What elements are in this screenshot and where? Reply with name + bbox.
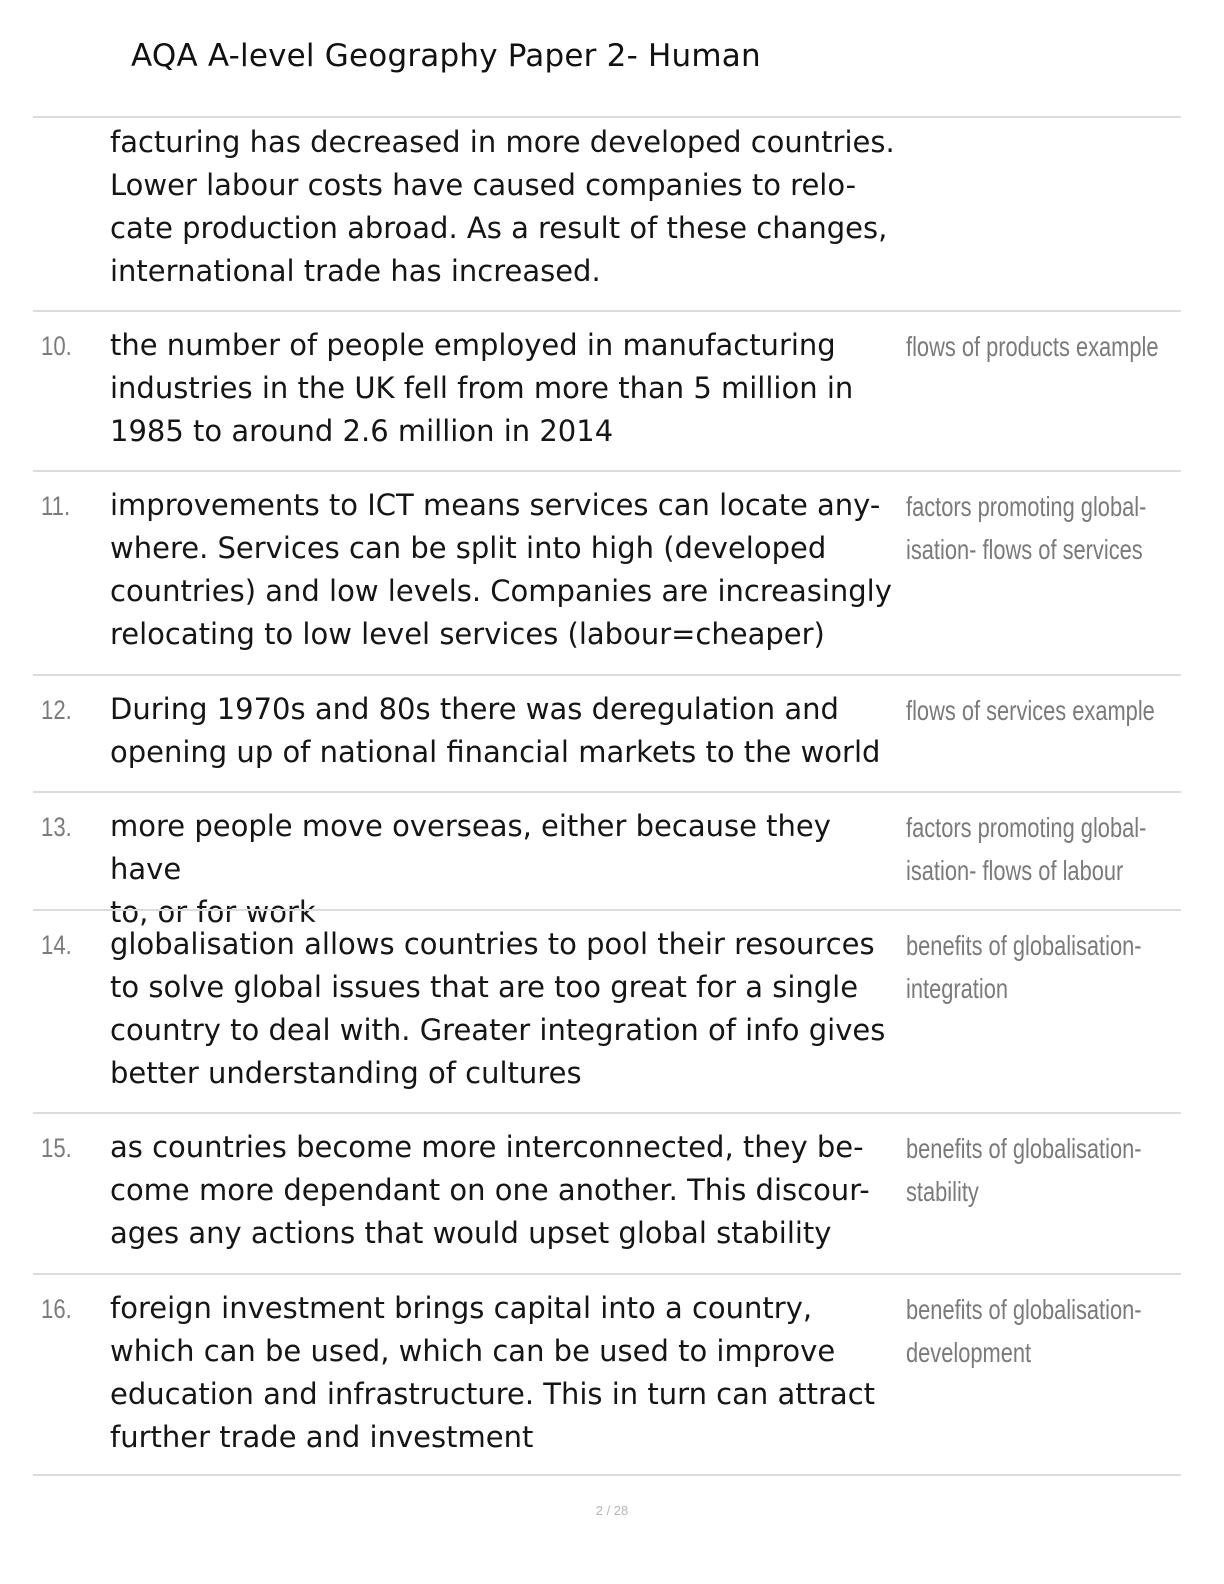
table-row [33, 470, 1181, 674]
table-row [33, 791, 1181, 929]
row-number: 12. [41, 695, 72, 725]
row-definition: improvements to ICT means services can locate any- where. Services can be split into high (developed countries) and low levels. Companies are increasingly relocating to low level services (labour=cheaper) [110, 488, 892, 651]
row-term: benefits of globalisation- development [906, 1294, 1142, 1368]
table-row [33, 909, 1181, 1112]
row-definition: more people move overseas, either because they have to, or for work [110, 809, 831, 929]
row-number: 13. [41, 812, 72, 842]
row-number: 10. [41, 331, 72, 361]
row-term: factors promoting global- isation- flows of services [906, 491, 1147, 565]
row-term: factors promoting global- isation- flows of labour [906, 812, 1147, 886]
document-title: AQA A-level Geography Paper 2- Human [131, 38, 761, 74]
row-definition: facturing has decreased in more developed countries. Lower labour costs have caused companies to relo- cate production abroad. As a result of these changes, international trade has increased. [110, 125, 895, 288]
row-number: 11. [41, 491, 71, 521]
row-definition: globalisation allows countries to pool their resources to solve global issues that are too great for a single country to deal with. Greater integration of info gives better understanding of cultures [110, 927, 886, 1090]
row-term: flows of services example [906, 695, 1155, 726]
row-definition: as countries become more interconnected, they be- come more dependant on one another. This discour- ages any actions that would upset global stability [110, 1130, 870, 1250]
table-row [33, 116, 1181, 310]
row-number: 16. [41, 1294, 72, 1324]
table-row [33, 1273, 1181, 1474]
table-row [33, 310, 1181, 470]
row-definition: During 1970s and 80s there was deregulation and opening up of national financial markets to the world [110, 692, 881, 769]
page-number: 2 / 28 [595, 1503, 629, 1518]
table-row [33, 1112, 1181, 1273]
row-definition: the number of people employed in manufacturing industries in the UK fell from more than 5 million in 1985 to around 2.6 million in 2014 [110, 328, 854, 448]
row-number: 14. [41, 930, 72, 960]
row-number: 15. [41, 1133, 72, 1163]
row-term: benefits of globalisation- stability [906, 1133, 1142, 1207]
row-term: flows of products example [906, 331, 1159, 362]
row-term: benefits of globalisation- integration [906, 930, 1142, 1004]
row-definition: foreign investment brings capital into a country, which can be used, which can be used to improve education and infrastructure. This in turn can attract further trade and investment [110, 1291, 876, 1454]
bottom-divider [33, 1474, 1181, 1476]
table-row [33, 674, 1181, 791]
flashcard-table [33, 116, 1181, 1474]
